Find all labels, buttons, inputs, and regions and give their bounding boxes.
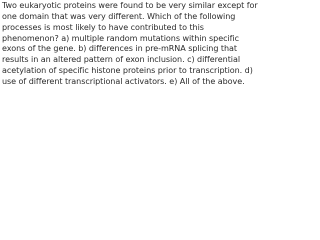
question-line: phenomenon? a) multiple random mutations within specific — [2, 33, 239, 43]
question-line: acetylation of specific histone proteins prior to transcription. d) — [2, 66, 253, 76]
question-line: results in an altered pattern of exon inclusion. c) differential — [2, 55, 241, 65]
question-line: exons of the gene. b) differences in pre-mRNA splicing that — [2, 44, 237, 54]
question-text — [2, 1, 258, 88]
question-line: processes is most likely to have contributed to this — [2, 22, 204, 32]
question-line: one domain that was very different. Which of the following — [2, 11, 236, 21]
question-line: Two eukaryotic proteins were found to be very similar except for — [2, 1, 258, 10]
question-line: use of different transcriptional activators. e) All of the above. — [2, 76, 245, 86]
